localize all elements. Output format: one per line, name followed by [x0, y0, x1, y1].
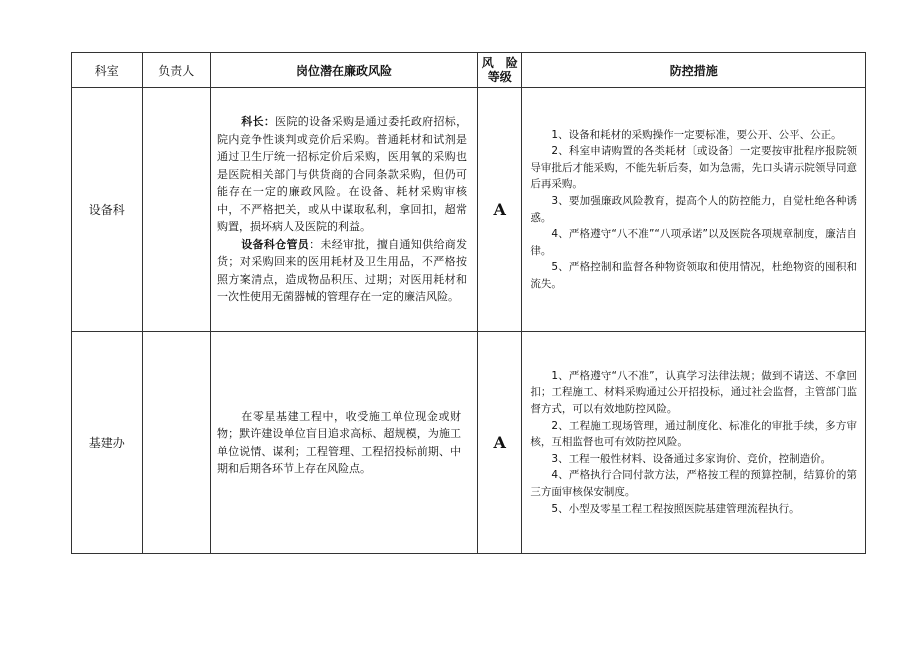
header-risk: 岗位潜在廉政风险: [211, 53, 478, 88]
measure-item: 3、要加强廉政风险教育，提高个人的防控能力，自觉杜绝各种诱惑。: [530, 194, 857, 224]
risk-cell: [211, 332, 478, 554]
measures-cell: [522, 88, 866, 332]
owner-cell: [142, 332, 211, 554]
measure-item: 3、工程一般性材料、设备通过多家询价、竞价，控制造价。: [551, 452, 832, 465]
header-owner: 负责人: [142, 53, 211, 88]
measure-item: 4、严格执行合同付款方法，严格按工程的预算控制，结算价的第三方面审核保安制度。: [530, 469, 857, 498]
risk-paragraph: [217, 113, 467, 236]
measures-cell: [522, 332, 866, 554]
header-dept: 科室: [72, 53, 143, 88]
header-measures: 防控措施: [522, 53, 866, 88]
measure-item: 2、科室申请购置的各类耗材〔或设备〕一定要按审批程序报院领导审批后才能采购，不能先斩后奏，如为急需，先口头请示院领导同意后再采购。: [530, 145, 857, 191]
dept-cell: 设备科: [72, 88, 143, 332]
risk-text: 在零星基建工程中，收受施工单位现金或财物；默许建设单位盲目追求高标、超规模，为施工单位说情、谋利；工程管理、工程招投标前期、中期和后期各环节上存在风险点。: [217, 409, 462, 475]
measure-item: 5、小型及零星工程工程按照医院基建管理流程执行。: [551, 502, 800, 515]
header-level: [478, 53, 522, 88]
header-level-bottom: 等级: [487, 70, 512, 84]
header-level-top: 风 险: [481, 56, 518, 70]
risk-level: A: [478, 88, 522, 332]
role-label: 科长：: [241, 115, 276, 129]
risk-paragraph: [217, 236, 467, 306]
measure-item: 5、严格控制和监督各种物资领取和使用情况，杜绝物资的囤积和流失。: [530, 261, 857, 290]
measure-item: 2、工程施工现场管理，通过制度化、标准化的审批手续，多方审核，互相监督也可有效防控风险。: [530, 419, 857, 449]
measure-item: 1、设备和耗材的采购操作一定要标准，要公开、公平、公正。: [551, 128, 842, 141]
measure-item: 4、严格遵守“八不准”“八项承诺”以及医院各项规章制度，廉洁自律。: [530, 228, 857, 257]
table-row: [72, 332, 866, 554]
risk-text: 医院的设备采购是通过委托政府招标，院内竞争性谈判或竞价后采购。普通耗材和试剂是通过卫生厅统一招标定价后采购，医用氧的采购也是医院相关部门与供货商的合同条款采购，但仍可能存在一定的廉政风险。在设备、耗材采购审核中，不严格把关，或从中谋取私利，拿回扣，超常购置，损坏病人及医院的利益。: [217, 115, 468, 234]
risk-text: ：未经审批，擅自通知供给商发货；对采购回来的医用耗材及卫生用品，不严格按照方案清点，造成物品积压、过期；对医用耗材和一次性使用无菌器械的管理存在一定的廉洁风险。: [217, 237, 468, 304]
risk-cell: [211, 88, 478, 332]
owner-cell: [142, 88, 211, 332]
header-row: [72, 53, 866, 88]
risk-paragraph: [217, 408, 461, 478]
risk-control-table: [71, 52, 866, 554]
dept-cell: 基建办: [72, 332, 143, 554]
role-label: 设备科仓管员: [241, 237, 310, 251]
risk-level: A: [478, 332, 522, 554]
measure-item: 1、严格遵守“八不准”，认真学习法律法规；做到不请送、不拿回扣；工程施工、材料采购通过公开招投标，通过社会监督，主管部门监督方式，可以有效地防控风险。: [530, 369, 857, 416]
table-row: [72, 88, 866, 332]
